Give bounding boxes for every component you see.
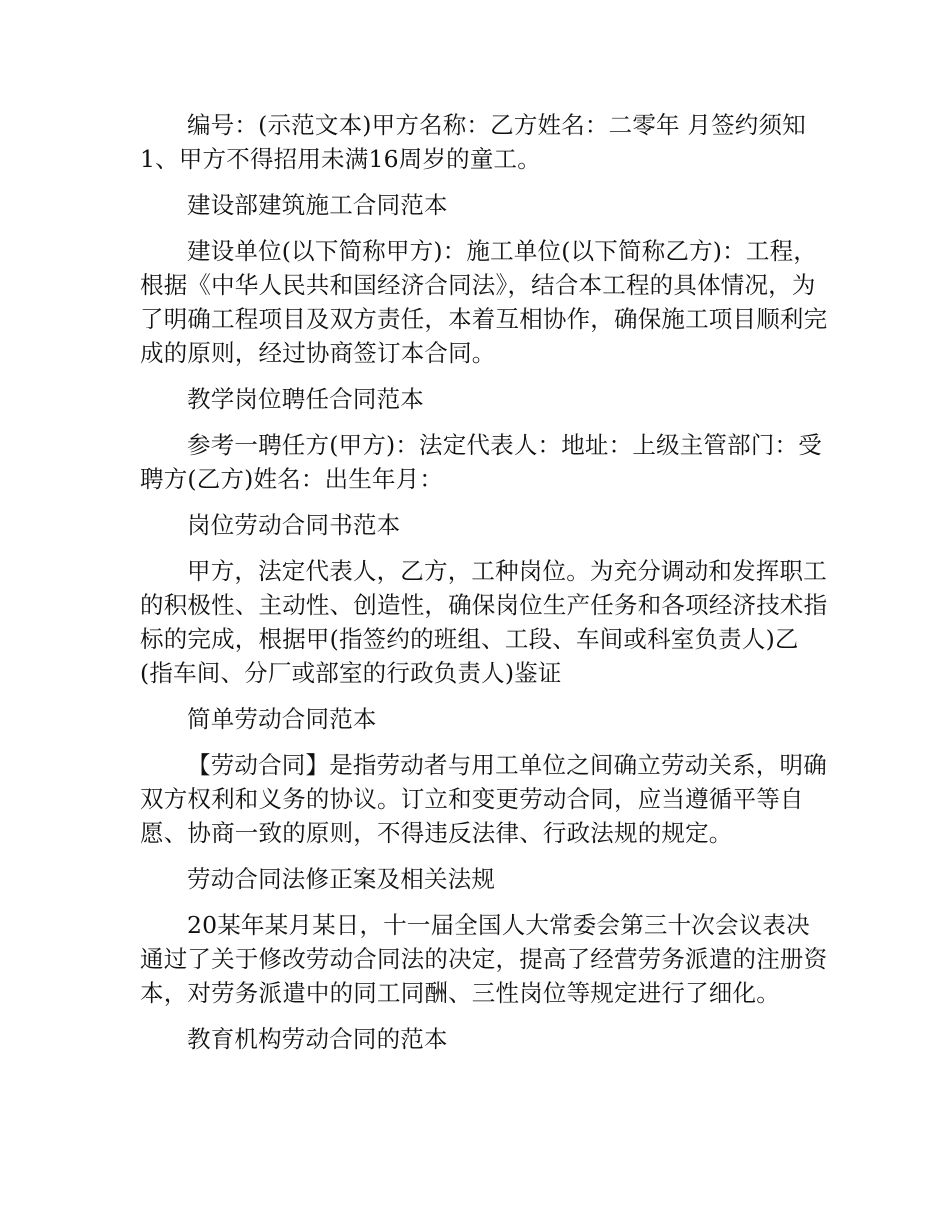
section-heading-teaching-contract: 教学岗位聘任合同范本 <box>187 385 424 413</box>
paragraph-labor-law-amendment: 20某年某月某日，十一届全国人大常委会第三十次会议表决通过了关于修改劳动合同法的决定，提高了经营劳务派遣的注册资本，对劳务派遣中的同工同酬、三性岗位等规定进行了细化。 <box>140 911 828 1007</box>
section-heading-post-labor-contract: 岗位劳动合同书范本 <box>187 511 401 539</box>
document-body <box>140 108 830 1056</box>
paragraph-simple-labor-contract: 【劳动合同】是指劳动者与用工单位之间确立劳动关系，明确双方权利和义务的协议。订立和变更劳动合同，应当遵循平等自愿、协商一致的原则，不得违反法律、行政法规的规定。 <box>140 751 827 847</box>
section-heading-simple-labor-contract: 简单劳动合同范本 <box>187 705 377 733</box>
paragraph-construction-contract: 建设单位(以下简称甲方)：施工单位(以下简称乙方)：工程，根据《中华人民共和国经济合同法》，结合本工程的具体情况，为了明确工程项目及双方责任，本着互相协作，确保施工项目顺利完成的原则，经过协商签订本合同。 <box>140 237 828 367</box>
paragraph-contract-notice: 编号：(示范文本)甲方名称：乙方姓名：二零年 月签约须知1、甲方不得招用未满16周岁的童工。 <box>140 111 806 173</box>
paragraph-post-labor-contract: 甲方，法定代表人，乙方，工种岗位。为充分调动和发挥职工的积极性、主动性、创造性，确保岗位生产任务和各项经济技术指标的完成，根据甲(指签约的班组、工段、车间或科室负责人)乙(指车间、分厂或部室的行政负责人)鉴证 <box>140 557 828 687</box>
section-heading-education-labor-contract: 教育机构劳动合同的范本 <box>187 1025 448 1053</box>
section-heading-construction-contract: 建设部建筑施工合同范本 <box>187 191 448 219</box>
section-heading-labor-law-amendment: 劳动合同法修正案及相关法规 <box>187 865 496 893</box>
paragraph-teaching-contract: 参考一聘任方(甲方)：法定代表人：地址：上级主管部门：受聘方(乙方)姓名：出生年月： <box>140 431 822 493</box>
